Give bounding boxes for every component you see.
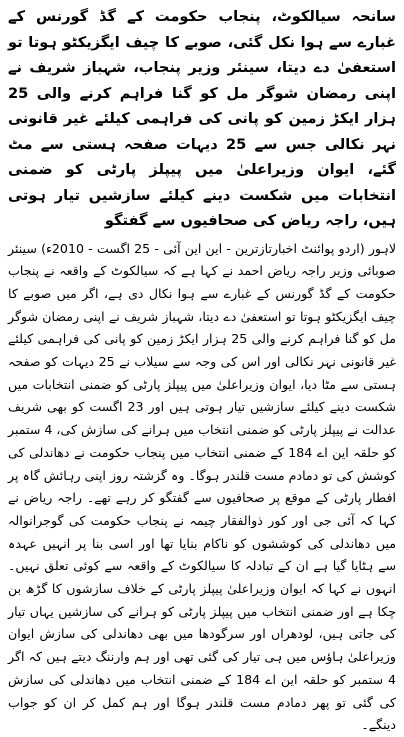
- article-headline: سانحہ سیالکوٹ، پنجاب حکومت کے گڈ گورنس کے غبارے سے ہوا نکل گئی، صوبے کا چیف ایگزیکٹو ہوتا تو استعفیٰ دے دیتا، سینئر وزیر پنجاب، شہباز شریف نے اپنی رمضان شوگر مل کو گنا فراہم کرنے والی 25 ہزار ایکڑ زمین کو پانی کی فراہمی کیلئے غیر قانونی نہر نکالی جس سے 25 دیہات صفحہ ہستی سے مٹ گئے، ایوان وزیراعلیٰ میں پیپلز پارٹی کو ضمنی انتخابات میں شکست دینے کیلئے سازشیں تیار ہوتی ہیں، راجہ ریاض کی صحافیوں سے گفتگو: [8, 8, 396, 229]
- article-body: لاہور (اردو پوائنٹ اخبارتازترین - این این آئی - 25 اگست - 2010ء) سینئر صوبائی وزیر راجہ ریاض احمد نے کہا ہے کہ سیالکوٹ کے واقعہ نے پنجاب حکومت کے گڈ گورنس کے غبارے سے ہوا نکال دی ہے، اگر میں صوبے کا چیف ایگزیکٹو ہوتا تو استعفیٰ دے دیتا، شہباز شریف نے اپنی رمضان شوگر مل کو گنا فراہم کرنے والی 25 ہزار ایکڑ زمین کو پانی کی فراہمی کیلئے غیر قانونی نہر نکالی اور اس کی وجہ سے سیلاب نے 25 دیہات کو صفحہ ہستی سے مٹا دیا، ایوان وزیراعلیٰ میں پیپلز پارٹی کو ضمنی انتخابات میں شکست دینے کیلئے سازشیں تیار ہوتی ہیں اور 23 اگست کو بھی شریف عدالت نے پیپلز پارٹی کو ضمنی انتخاب میں ہرانے کی سازش کی، 4 ستمبر کو حلقہ این اے 184 کے ضمنی انتخاب میں پنجاب حکومت نے دھاندلی کی کوشش کی تو دمادم مست قلندر ہوگا۔ وہ گزشتہ روز اپنی رہائش گاہ پر افطار پارٹی کے موقع پر صحافیوں سے گفتگو کر رہے تھے۔ راجہ ریاض نے کہا کہ آئی جی اور کور ذوالفقار چیمہ نے پنجاب حکومت کی گوجرانوالہ میں دھاندلی کی کوششوں کو ناکام بنایا تھا اور اسی بنا پر انہیں عہدہ سے ہٹایا گیا ہے ان کے تبادلہ کا سیالکوٹ کے واقعہ سے کوئی تعلق نہیں۔ انہوں نے کہا کہ ایوان وزیراعلیٰ پیپلز پارٹی کے خلاف سازشوں کا گڑھ بن چکا ہے اور ضمنی انتخاب میں پیپلز پارٹی کو ہرانے کی سازشیں یہاں تیار کی جاتی ہیں، لودھراں اور سرگودھا میں بھی دھاندلی کی سازش ایوان وزیراعلیٰ ہاؤس میں ہی تیار کی گئی تھی اور ہم وارننگ دیتے ہیں کہ اگر 4 ستمبر کو حلقہ این اے 184 کے ضمنی انتخاب میں دھاندلی کی سازش کی گئی تو پھر دمادم مست قلندر ہوگا اور ہم کمل کر ان کو جواب دینگے۔: [8, 240, 396, 733]
